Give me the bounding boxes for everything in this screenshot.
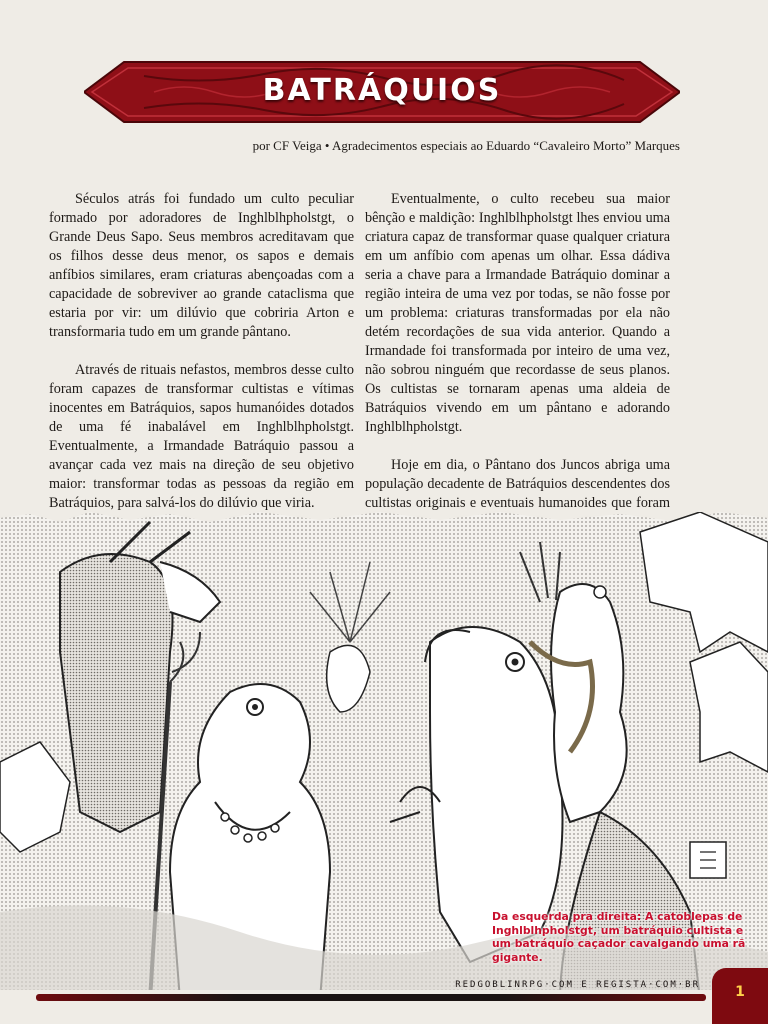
paragraph: Séculos atrás foi fundado um culto peculiar formado por adoradores de Inghlblhpholstgt, o Grande Deus Sapo. Seus membros acreditavam que os filhos desse deus menor, os sapos e demais anfíbios similares, eram criaturas abençoadas com a capacidade de sobreviver ao grande cataclisma que estaria por vir: um dilúvio que cobriria Arton e transformaria tudo em um grande pântano. bbox=[49, 191, 354, 340]
byline: por CF Veiga • Agradecimentos especiais ao Eduardo “Cavaleiro Morto” Marques bbox=[252, 138, 680, 153]
paragraph: Através de rituais nefastos, membros desse culto foram capazes de transformar cultistas e vítimas inocentes em Batráquios, sapos humanóides dotados de uma fé inabalável em Inghlblhpholstgt. Eventualmente, a Irmandade Batráquio passou a avançar cada vez mais na direção de seu objetivo maior: transformar todas as pessoas da região em Batráquios, para salvá-los do dilúvio que viria. bbox=[49, 362, 354, 511]
paragraph: Eventualmente, o culto recebeu sua maior bênção e maldição: Inghlblhpholstgt lhes enviou uma criatura capaz de transformar quase qualquer criatura em um anfíbio com apenas um olhar. Essa dádiva seria a chave para a Irmandade Batráquio dominar a região inteira de uma vez por todas, se não fosse por um problema: criaturas transformadas por ela não detém recordações de sua vida anterior. Quando a Irmandade foi transformada por inteiro de uma vez, não sobrou ninguém que recordasse de seus planos. Os cultistas se tornaram apenas uma aldeia de Batráquios vivendo em um pântano e adorando Inghlblhpholstgt. bbox=[365, 191, 670, 435]
footer-url[interactable]: REDGOBLINRPG·COM E REGISTA·COM·BR bbox=[455, 980, 700, 990]
page-number: 1 bbox=[712, 968, 768, 1024]
paragraph: Hoje em dia, o Pântano dos Juncos abriga uma população decadente de Batráquios descendentes dos cultistas originais e eventuais humanoides que foram bbox=[365, 457, 670, 511]
page-title: BATRÁQUIOS bbox=[262, 73, 502, 108]
title-banner bbox=[84, 52, 680, 132]
footer-stripe bbox=[36, 994, 706, 1001]
illustration-caption: Da esquerda pra direita: A catoblepas de Inghlblhpholstgt, um batráquio cultista e um batráquio caçador cavalgando uma rã gigante. bbox=[492, 910, 746, 964]
text-column-left bbox=[49, 190, 354, 532]
text-column-right bbox=[365, 190, 670, 551]
